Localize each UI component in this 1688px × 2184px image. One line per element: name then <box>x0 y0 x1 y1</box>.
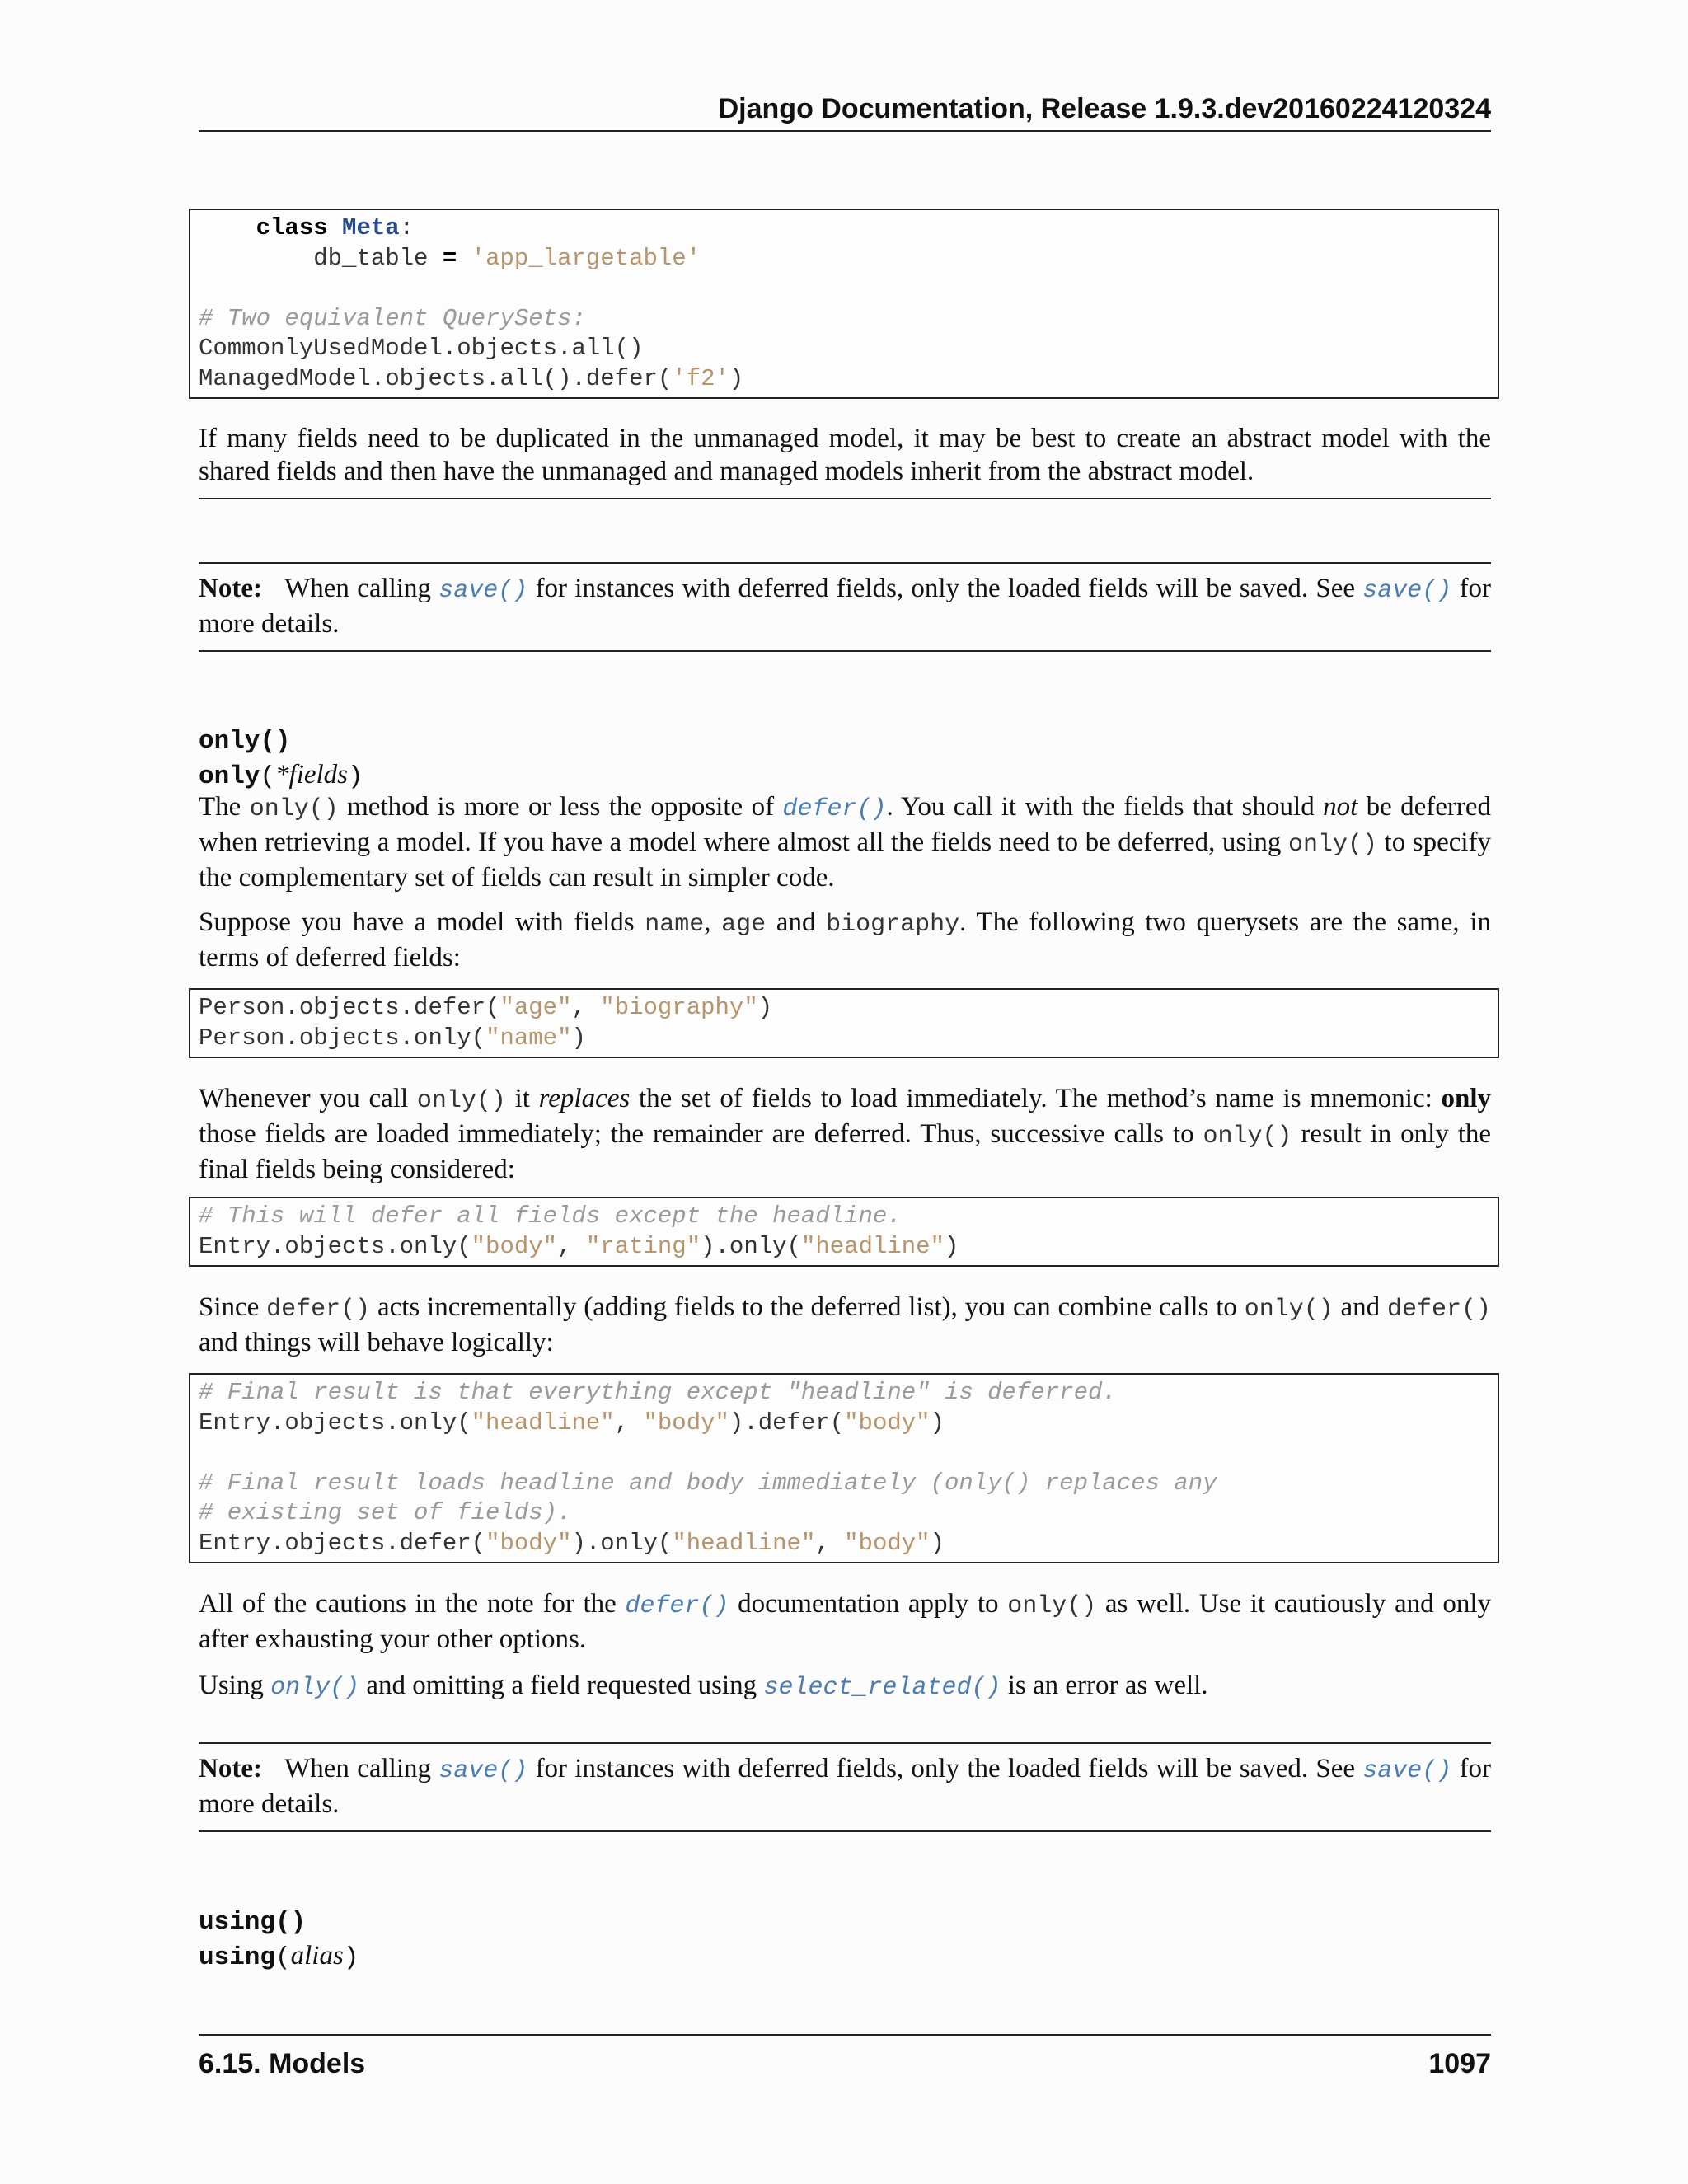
note-box <box>199 1742 1491 1832</box>
inline-code: defer() <box>1386 1296 1492 1324</box>
text: and omitting a field requested using <box>366 1671 757 1700</box>
code-text: , <box>557 1232 586 1260</box>
code-text: ).only( <box>571 1529 673 1557</box>
signature-args: alias <box>290 1941 344 1971</box>
signature-name: using() <box>199 1908 307 1937</box>
code-operator: = <box>442 244 457 272</box>
code-comment: # Final result loads headline and body immediately (only() replaces any <box>199 1469 1217 1497</box>
inline-code: age <box>721 911 767 939</box>
inline-code: only() <box>249 795 339 823</box>
text: is an error as well. <box>1007 1671 1208 1700</box>
text: Since <box>199 1292 260 1322</box>
code-text: Person.objects.only( <box>199 1024 486 1052</box>
code-string: "body" <box>643 1408 729 1436</box>
signature-args: *fields <box>275 760 349 790</box>
code-string: "biography" <box>600 994 758 1021</box>
text: be deferred when retrieving a model. If you have a model where almost all the fields need to be deferred, using <box>199 792 1492 857</box>
text: Suppose you have a model with fields <box>199 907 635 937</box>
text: All of the cautions in the note for the <box>199 1589 617 1619</box>
inline-code: only() <box>1007 1592 1097 1620</box>
code-string: "body" <box>844 1529 931 1557</box>
defer-link[interactable]: defer() <box>625 1592 729 1620</box>
code-string: "rating" <box>585 1232 701 1260</box>
paragraph-cautions <box>199 1587 1491 1656</box>
code-string: "age" <box>499 994 572 1021</box>
code-keyword: class <box>256 214 328 241</box>
code-class-name: Meta <box>342 214 400 241</box>
code-block-person <box>189 988 1499 1058</box>
emphasis: replaces <box>538 1084 631 1113</box>
inline-code: only() <box>416 1087 506 1115</box>
note-text: When calling <box>284 1754 431 1783</box>
text: to specify the complementary set of fields can result in simpler code. <box>199 827 1492 893</box>
code-text: Person.objects.defer( <box>199 994 500 1021</box>
code-string: "body" <box>844 1408 931 1436</box>
text: method is more or less the opposite of <box>347 792 775 822</box>
text: acts incrementally (adding fields to the deferred list), you can combine calls to <box>377 1292 1237 1322</box>
text: documentation apply to <box>738 1589 999 1619</box>
inline-code: biography <box>826 911 960 939</box>
note-text: When calling <box>284 574 431 603</box>
code-text: ).only( <box>701 1232 801 1260</box>
code-text: ManagedModel.objects.all().defer( <box>199 364 673 392</box>
code-text: Entry.objects.defer( <box>199 1529 486 1557</box>
code-text: ) <box>930 1529 945 1557</box>
paragraph-replaces <box>199 1082 1491 1186</box>
code-text: ) <box>757 994 773 1021</box>
note-label: Note: <box>199 574 262 603</box>
text: as well. Use it cautiously and only after exhausting your other options. <box>199 1589 1492 1654</box>
text: result in only the final fields being considered: <box>199 1119 1492 1184</box>
text: , <box>704 907 711 937</box>
footer-page-number: 1097 <box>1428 2048 1491 2079</box>
select-related-link[interactable]: select_related() <box>763 1674 1001 1702</box>
paragraph-combine <box>199 1291 1491 1359</box>
text: The <box>199 792 241 822</box>
page-header <box>199 92 1491 132</box>
code-text: CommonlyUsedModel.objects.all() <box>199 335 644 362</box>
paragraph-only-intro <box>199 790 1491 894</box>
code-block-meta <box>189 209 1499 399</box>
code-text: ) <box>729 364 744 392</box>
emphasis: not <box>1323 792 1358 822</box>
note-box <box>199 562 1491 652</box>
header-title: Django Documentation, Release 1.9.3.dev20160224120324 <box>718 93 1491 124</box>
note-text: for more details. <box>199 574 1492 639</box>
paragraph-select-related <box>199 1669 1491 1704</box>
code-text: ) <box>571 1024 586 1052</box>
only-link[interactable]: only() <box>270 1674 360 1702</box>
code-string: "headline" <box>471 1408 615 1436</box>
defer-link[interactable]: defer() <box>782 795 887 823</box>
code-string: "headline" <box>800 1232 945 1260</box>
signature-name: only <box>199 762 260 791</box>
text: Using <box>199 1671 264 1700</box>
method-signature-using: using() using(alias) <box>199 1908 359 1972</box>
save-link[interactable]: save() <box>1362 1757 1452 1785</box>
code-string: "name" <box>485 1024 572 1052</box>
text: Whenever you call <box>199 1084 409 1113</box>
inline-code: only() <box>1287 831 1377 859</box>
text: and <box>1340 1292 1381 1322</box>
code-string: "body" <box>471 1232 558 1260</box>
code-text: ) <box>944 1232 959 1260</box>
code-comment: # Final result is that everything except "headline" is deferred. <box>199 1379 1117 1406</box>
signature-name: using <box>199 1943 276 1972</box>
note-label: Note: <box>199 1754 262 1783</box>
code-text: ) <box>930 1408 945 1436</box>
code-string: "headline" <box>672 1529 816 1557</box>
text: . The following two querysets are the same, in terms of deferred fields: <box>199 907 1491 972</box>
code-block-chained-only <box>189 1197 1499 1267</box>
code-comment: # existing set of fields). <box>199 1499 572 1526</box>
footer-section: 6.15. Models <box>199 2048 366 2079</box>
code-text: Entry.objects.only( <box>199 1408 471 1436</box>
code-string: 'app_largetable' <box>471 244 701 272</box>
text: the set of fields to load immediately. The method’s name is mnemonic: <box>638 1084 1432 1113</box>
text: and <box>776 907 816 937</box>
code-comment: # This will defer all fields except the headline. <box>199 1202 902 1230</box>
note-text: for instances with deferred fields, only the loaded fields will be saved. See <box>535 574 1355 603</box>
paragraph-abstract-model: If many fields need to be duplicated in the unmanaged model, it may be best to create an abstract model with the shared fields and then have the unmanaged and managed models inherit from the abstract model. <box>199 424 1491 486</box>
code-text: Entry.objects.only( <box>199 1232 471 1260</box>
code-text: , <box>815 1529 845 1557</box>
text: it <box>514 1084 530 1113</box>
code-block-combined <box>189 1373 1499 1563</box>
code-string: 'f2' <box>672 364 729 392</box>
code-text: ).defer( <box>729 1408 845 1436</box>
text: and things will behave logically: <box>199 1328 554 1357</box>
method-signature-only: only() only(*fields) <box>199 727 363 791</box>
text: . You call it with the fields that should <box>886 792 1315 822</box>
inline-code: only() <box>1244 1296 1334 1324</box>
note-text: for instances with deferred fields, only the loaded fields will be saved. See <box>535 1754 1355 1783</box>
code-text: , <box>614 1408 644 1436</box>
signature-name: only() <box>199 727 291 756</box>
save-link[interactable]: save() <box>438 577 528 605</box>
code-comment: # Two equivalent QuerySets: <box>199 304 586 332</box>
paragraph-example-fields <box>199 906 1491 974</box>
strong: only <box>1441 1084 1492 1113</box>
code-string: "body" <box>485 1529 572 1557</box>
divider <box>199 498 1491 499</box>
code-text: , <box>571 994 601 1021</box>
save-link[interactable]: save() <box>1362 577 1452 605</box>
save-link[interactable]: save() <box>438 1757 528 1785</box>
text: those fields are loaded immediately; the remainder are deferred. Thus, successive calls to <box>199 1119 1194 1149</box>
note-text: for more details. <box>199 1754 1492 1819</box>
inline-code: only() <box>1203 1122 1292 1151</box>
inline-code: defer() <box>266 1296 371 1324</box>
code-text: : <box>399 214 415 241</box>
code-text: db_table <box>199 244 443 272</box>
page-footer <box>199 2034 1491 2080</box>
inline-code: name <box>645 911 705 939</box>
